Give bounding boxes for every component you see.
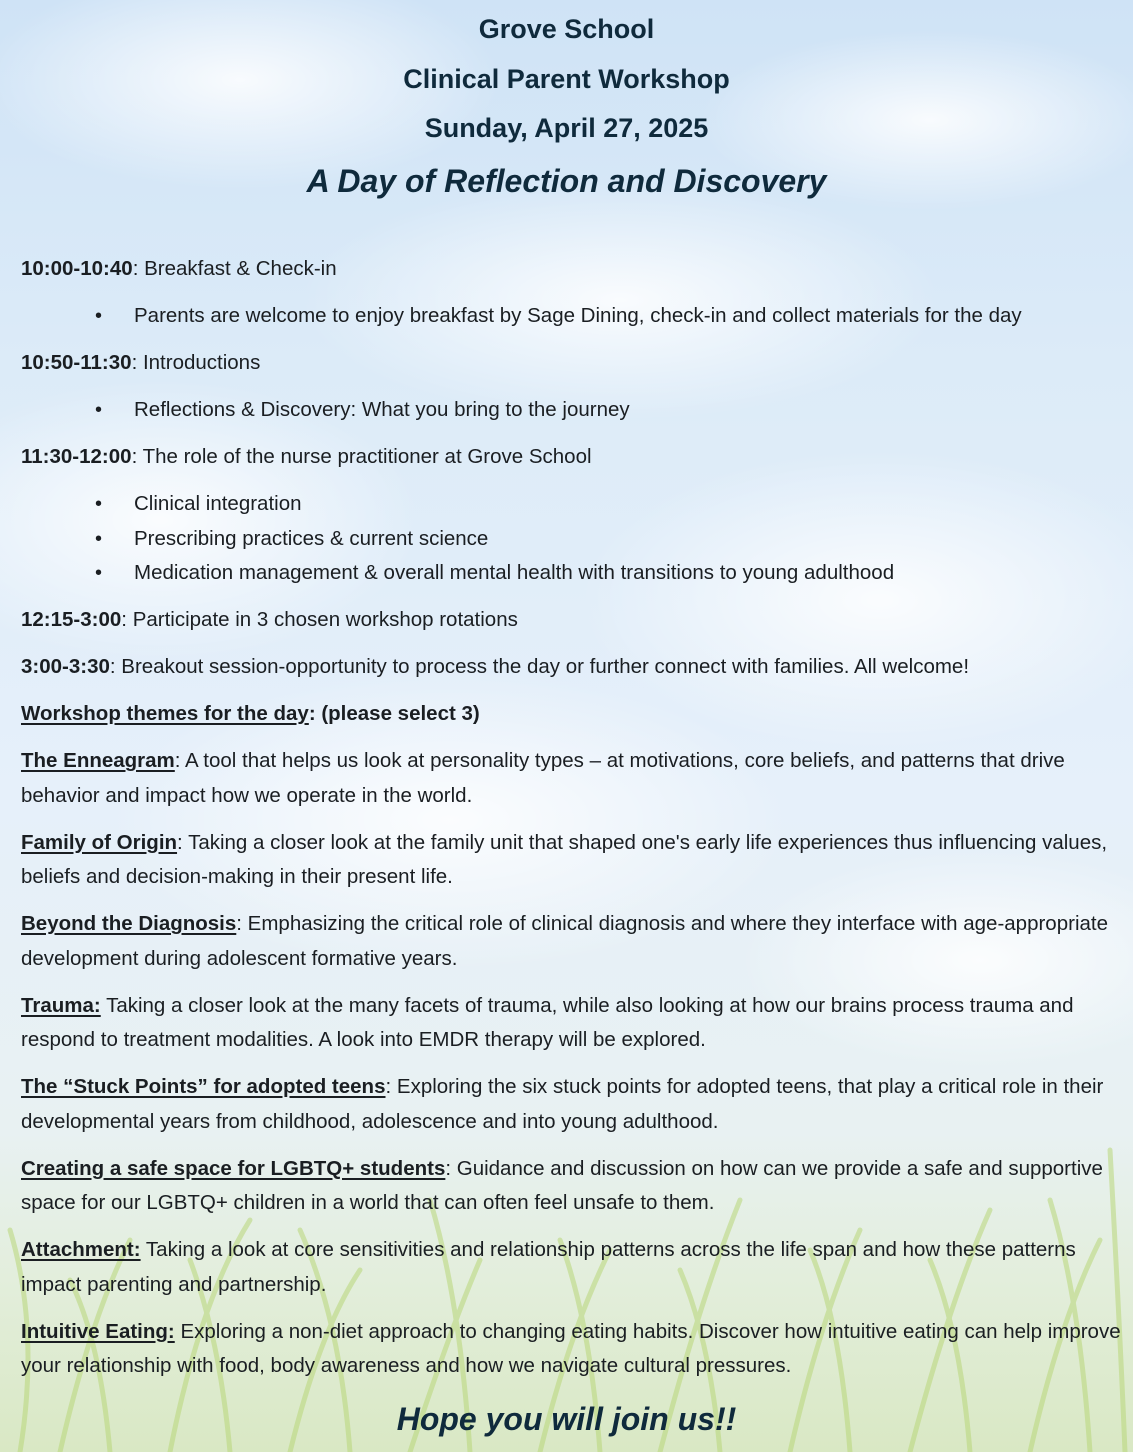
theme-item — [21, 907, 1121, 976]
theme-description: : Exploring the six stuck points for adopted teens, that play a critical role in their developmental years from childhood, adolescence and into young adulthood. — [21, 1075, 1104, 1133]
schedule-entry — [21, 603, 1121, 638]
event-title: Clinical Parent Workshop — [403, 64, 730, 94]
theme-name: Creating a safe space for LGBTQ+ students — [21, 1156, 446, 1180]
schedule-title: : The role of the nurse practitioner at Grove School — [131, 445, 592, 468]
theme-name: Beyond the Diagnosis — [21, 912, 237, 935]
theme-item — [21, 1315, 1121, 1384]
themes-heading — [21, 697, 1121, 732]
theme-description: : A tool that helps us look at personality types – at motivations, core beliefs, and patterns that drive behavior and impact how we operate in the world. — [21, 749, 1065, 807]
theme-description: : Guidance and discussion on how can we provide a safe and supportive space for our LGBTQ+ children in a world that can often feel unsafe to them. — [21, 1156, 1103, 1214]
theme-description: Exploring a non-diet approach to changing eating habits. Discover how intuitive eating can help improve your relationship with food, body awareness and how we navigate cultural pressures. — [21, 1319, 1121, 1377]
schedule-title: : Breakfast & Check-in — [132, 257, 337, 280]
theme-description: : Emphasizing the critical role of clinical diagnosis and where they interface with age-appropriate development during adolescent formative years. — [21, 912, 1108, 970]
list-item: • Parents are welcome to enjoy breakfast by Sage Dining, check-in and collect materials for the day — [21, 299, 1121, 334]
schedule-time: 11:30-12:00 — [21, 445, 132, 468]
themes-heading-label: Workshop themes for the day — [21, 702, 309, 725]
schedule-time: 3:00-3:30 — [21, 655, 110, 678]
closing-message: Hope you will join us!! — [396, 1401, 737, 1437]
flyer-body — [21, 252, 1121, 1396]
schedule-bullets — [21, 299, 1121, 334]
event-date: Sunday, April 27, 2025 — [424, 113, 709, 143]
schedule-time: 10:00-10:40 — [21, 257, 133, 280]
list-item: • Reflections & Discovery: What you bring to the journey — [21, 393, 1121, 428]
schedule-entry — [21, 650, 1121, 685]
schedule-title: : Participate in 3 chosen workshop rotations — [121, 608, 518, 631]
theme-item — [21, 744, 1121, 813]
list-item: • Prescribing practices & current science — [21, 522, 1121, 557]
list-item: • Clinical integration — [21, 487, 1121, 522]
theme-description: Taking a closer look at the many facets of trauma, while also looking at how our brains process trauma and respond to treatment modalities. A look into EMDR therapy will be explored. — [21, 993, 1074, 1051]
theme-description: : Taking a closer look at the family unit that shaped one's early life experiences thus influencing values, beliefs and decision-making in their present life. — [21, 830, 1108, 888]
theme-name: Trauma: — [21, 993, 101, 1017]
theme-description: Taking a look at core sensitivities and relationship patterns across the life span and how these patterns impact parenting and partnership. — [21, 1238, 1076, 1296]
schedule-entry — [21, 346, 1121, 381]
schedule-entry — [21, 440, 1121, 475]
schedule-bullets — [21, 393, 1121, 428]
schedule-title: : Introductions — [131, 351, 261, 374]
theme-item — [21, 1152, 1121, 1221]
list-item: • Medication management & overall mental health with transitions to young adulthood — [21, 556, 1121, 591]
schedule-time: 10:50-11:30 — [21, 351, 132, 374]
schedule-bullets — [21, 487, 1121, 591]
theme-item — [21, 1070, 1121, 1139]
theme-name: The “Stuck Points” for adopted teens — [21, 1075, 386, 1098]
theme-name: Attachment: — [21, 1238, 141, 1261]
theme-item — [21, 989, 1121, 1058]
theme-name: Family of Origin — [21, 830, 178, 854]
themes-heading-note: : (please select 3) — [308, 702, 480, 725]
theme-item — [21, 1233, 1121, 1302]
schedule-title: : Breakout session-opportunity to process the day or further connect with families. All welcome! — [109, 655, 970, 678]
theme-item — [21, 826, 1121, 895]
event-tagline: A Day of Reflection and Discovery — [306, 163, 827, 199]
theme-name: The Enneagram — [21, 749, 175, 772]
schedule-entry — [21, 252, 1121, 287]
schedule-time: 12:15-3:00 — [21, 608, 122, 631]
theme-name: Intuitive Eating: — [21, 1319, 175, 1343]
school-name: Grove School — [478, 14, 655, 44]
